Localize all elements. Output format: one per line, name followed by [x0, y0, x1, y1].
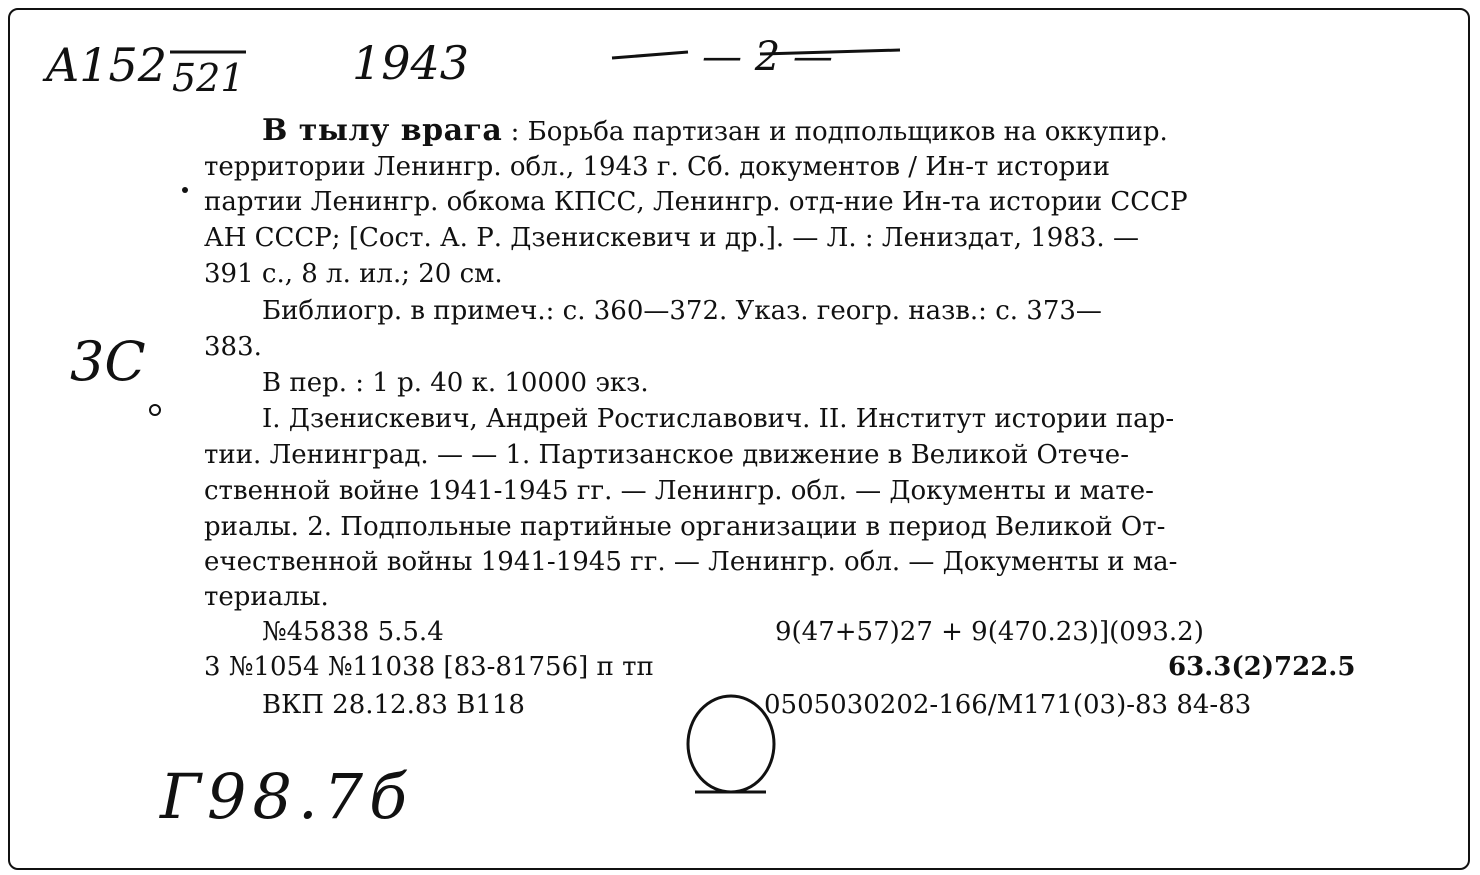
entry-line-4: АН СССР; [Сост. А. Р. Дзенискевич и др.]. — Л. : Лениздат, 1983. — [204, 223, 1139, 253]
entry-first-line [262, 113, 1168, 148]
entry-line-3: партии Ленингр. обкома КПСС, Ленингр. отд-ние Ин-та истории СССР [204, 187, 1188, 217]
dash-left [612, 52, 688, 58]
footer-vkp: ВКП 28.12.83 В118 [262, 690, 525, 720]
price-note: В пер. : 1 р. 40 к. 10000 экз. [262, 368, 649, 398]
card-number: — 2 — [702, 34, 833, 80]
index-line-2: тии. Ленинград. — — 1. Партизанское движение в Великой Отече- [204, 440, 1129, 470]
year-note: 1943 [352, 36, 470, 90]
footer-record-number: №45838 5.5.4 [262, 617, 444, 647]
shelfmark: A152 [46, 38, 168, 92]
bibliography-note-end: 383. [204, 332, 262, 362]
book-title: В тылу врага [262, 113, 503, 148]
index-line-4: риалы. 2. Подпольные партийные организации в период Великой От- [204, 512, 1166, 542]
stamp-circle [688, 696, 774, 792]
footer-order-numbers: 3 №1054 №11038 [83-81756] п тп [204, 652, 654, 682]
index-line-6: териалы. [204, 582, 329, 612]
footer-bbk-code: 63.3(2)722.5 [1168, 652, 1356, 682]
subtitle-start: : Борьба партизан и подпольщиков на оккупир. [510, 117, 1168, 147]
entry-line-5: 391 с., 8 л. ил.; 20 см. [204, 259, 503, 289]
dot-mark [182, 187, 188, 193]
hole-mark [150, 405, 160, 415]
index-line-5: ечественной войны 1941-1945 гг. — Ленингр. обл. — Документы и ма- [204, 547, 1178, 577]
entry-line-2: территории Ленингр. обл., 1943 г. Сб. документов / Ин-т истории [204, 152, 1110, 182]
bibliography-note: Библиогр. в примеч.: с. 360—372. Указ. геогр. назв.: с. 373— [262, 296, 1102, 326]
side-mark: 3С [70, 330, 146, 393]
index-line-3: ственной войне 1941-1945 гг. — Ленингр. обл. — Документы и мате- [204, 476, 1154, 506]
footer-classification: 9(47+57)27 + 9(470.23)](093.2) [775, 617, 1204, 647]
shelfmark-fraction: 521 [172, 56, 245, 100]
index-line-1: I. Дзенискевич, Андрей Ростиславович. II. Институт истории пар- [262, 404, 1175, 434]
bottom-mark: Г98.7б [160, 760, 413, 833]
footer-book-code: 0505030202-166/М171(03)-83 84-83 [764, 690, 1252, 720]
